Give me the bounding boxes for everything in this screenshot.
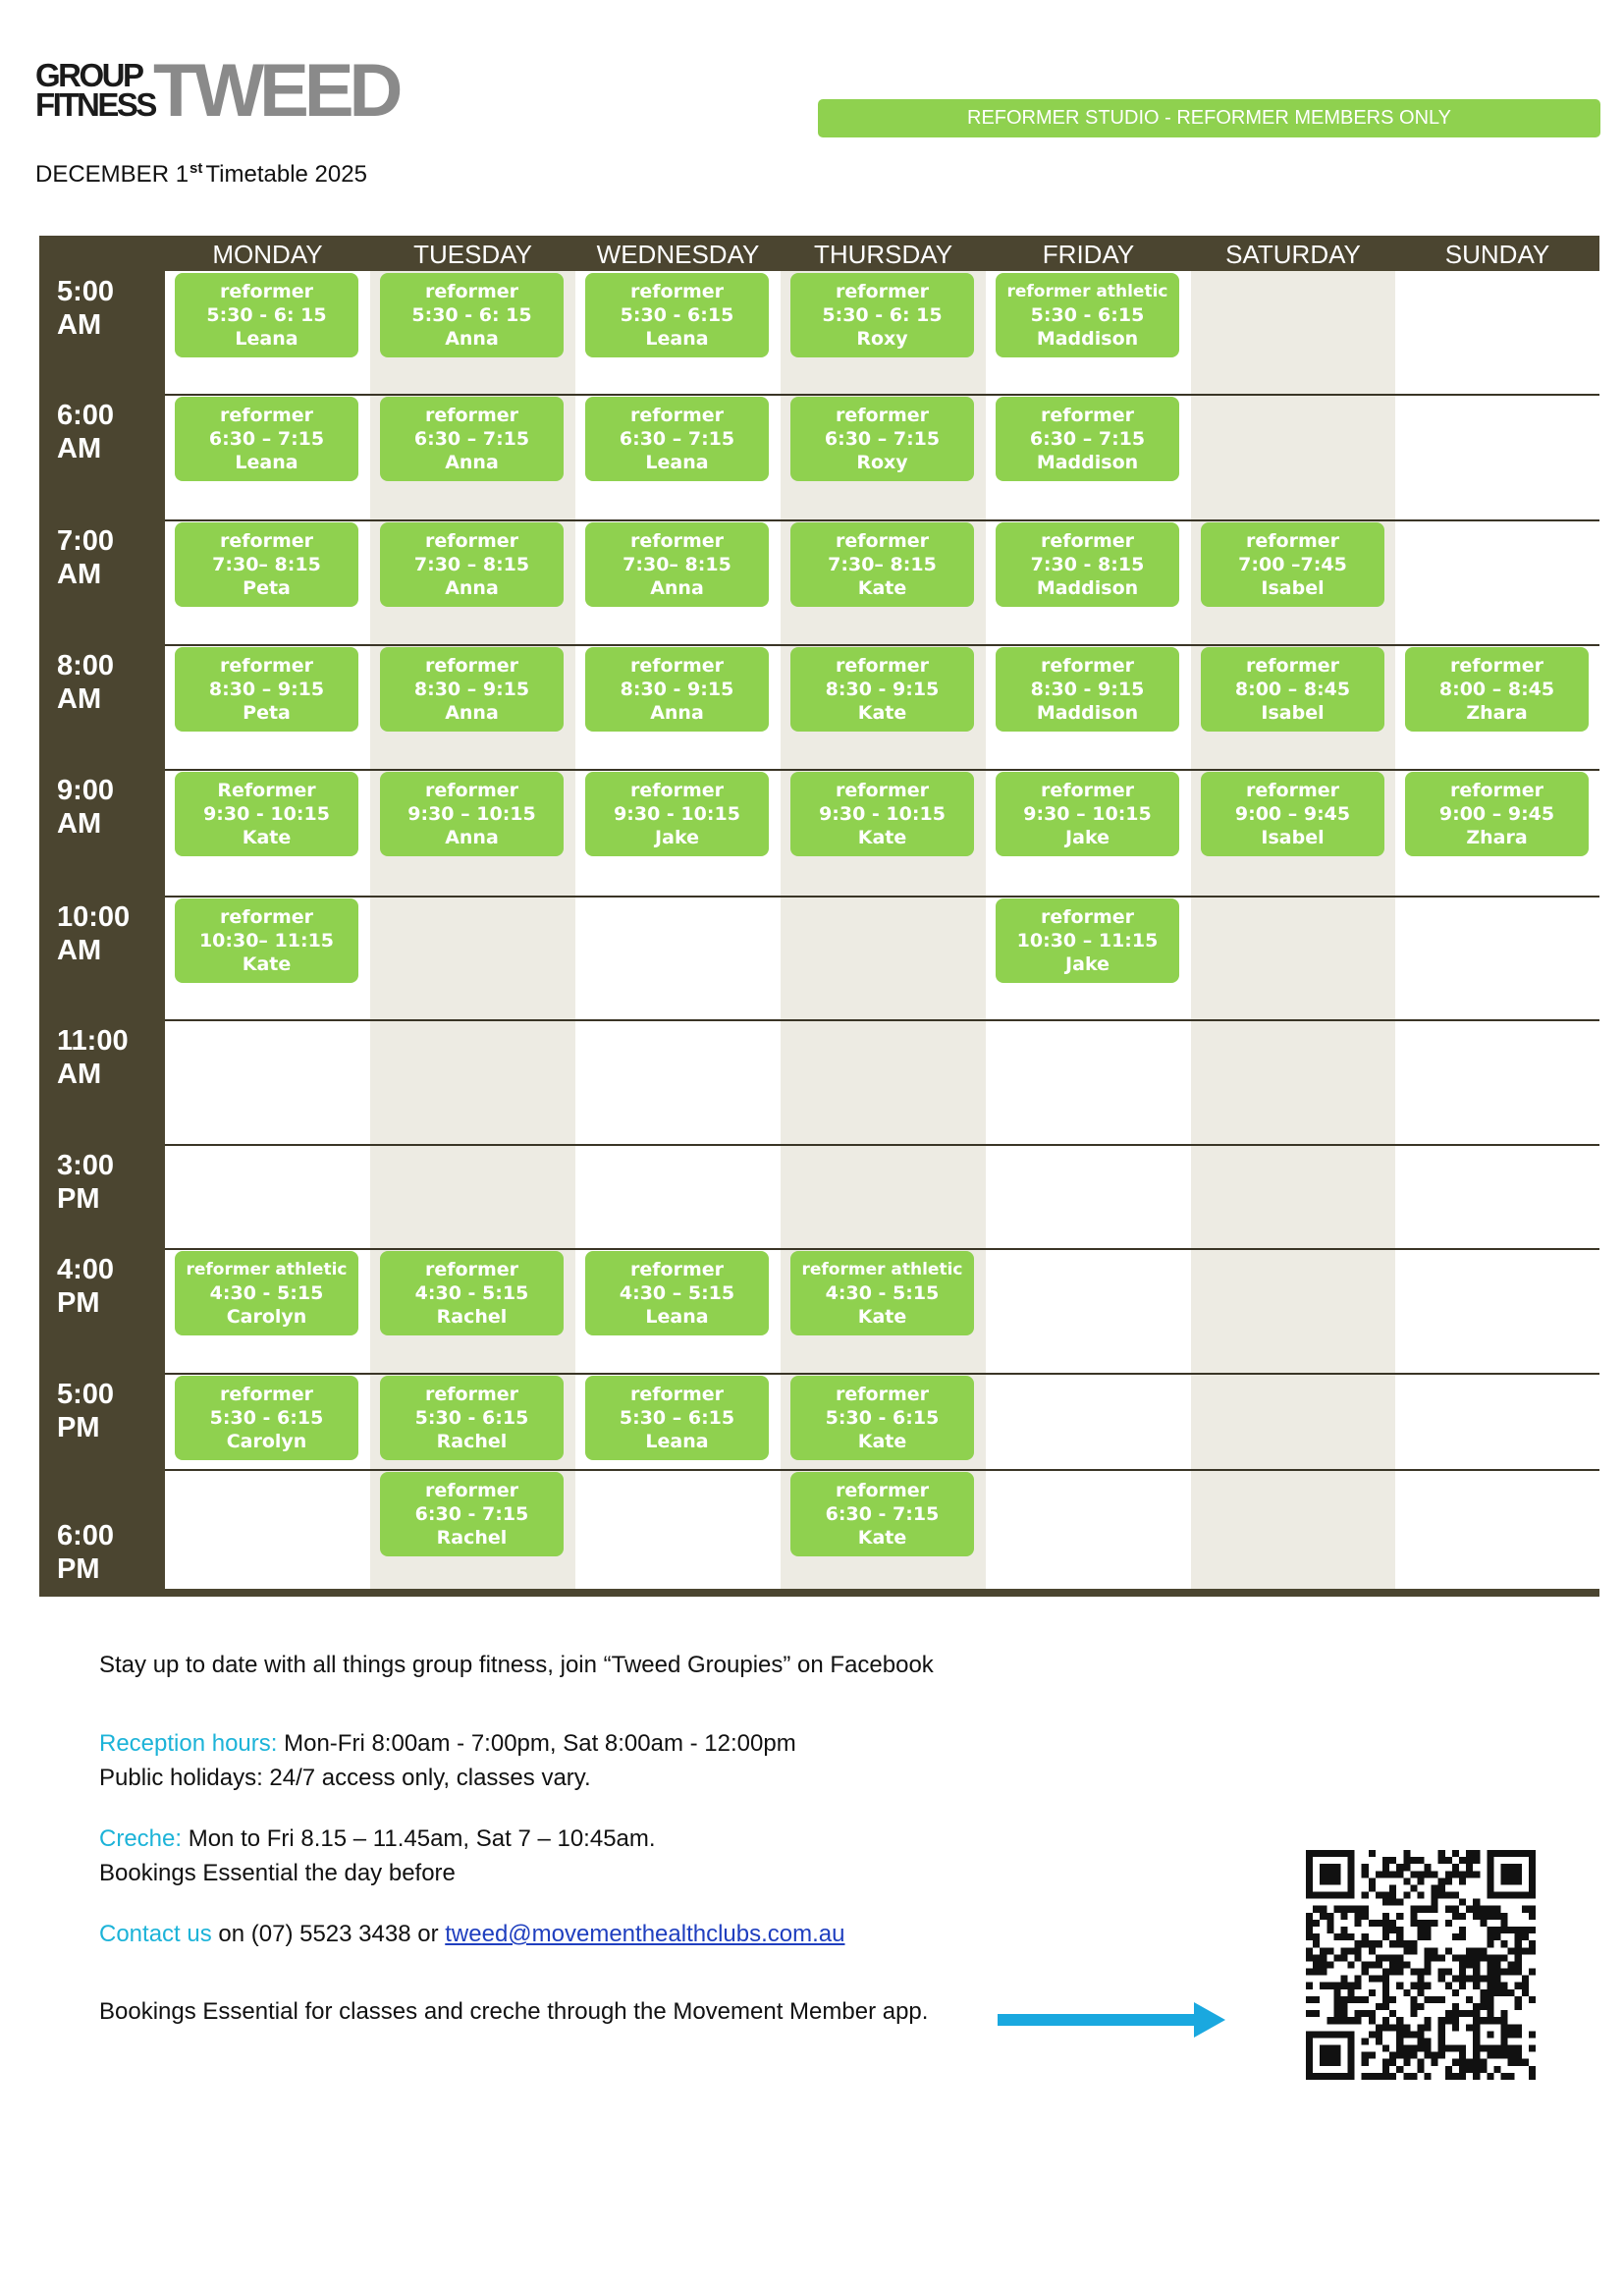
class-name: reformer	[1450, 780, 1543, 801]
class-instructor: Kate	[857, 577, 907, 599]
class-instructor: Maddison	[1036, 328, 1139, 350]
time-ampm: AM	[57, 309, 102, 341]
time-hour: 11:00	[57, 1025, 129, 1057]
time-hour: 10:00	[57, 901, 131, 933]
class-name: reformer	[425, 405, 518, 426]
class-time: 9:00 – 9:45	[1438, 803, 1555, 825]
contact-phone: on (07) 5523 3438 or	[211, 1921, 446, 1947]
class-card[interactable]	[996, 647, 1179, 732]
class-time: 4:30 - 5:15	[825, 1282, 940, 1304]
class-name: reformer	[630, 405, 724, 426]
title-rest: Timetable 2025	[205, 161, 367, 188]
class-time: 5:30 - 6:15	[620, 304, 734, 326]
class-card[interactable]	[380, 647, 564, 732]
class-time: 6:30 – 7:15	[619, 428, 735, 450]
class-card[interactable]	[790, 522, 974, 607]
time-label	[57, 1024, 129, 1091]
class-instructor: Maddison	[1036, 702, 1139, 724]
class-name: reformer	[425, 655, 518, 677]
class-name: reformer	[425, 780, 518, 801]
class-time: 8:30 - 9:15	[825, 679, 940, 700]
class-card[interactable]	[380, 397, 564, 481]
time-ampm: PM	[57, 1287, 100, 1319]
class-card[interactable]	[380, 1251, 564, 1335]
class-instructor: Leana	[645, 452, 709, 473]
class-name: reformer	[1041, 405, 1134, 426]
class-time: 5:30 - 6:15	[209, 1407, 324, 1429]
class-name: reformer	[425, 1480, 518, 1501]
class-card[interactable]	[175, 1376, 358, 1460]
class-card[interactable]	[585, 1251, 769, 1335]
class-card[interactable]	[585, 273, 769, 357]
class-card[interactable]	[1201, 647, 1384, 732]
class-card[interactable]	[1405, 647, 1589, 732]
row-divider	[165, 1469, 1599, 1471]
class-name: reformer	[836, 281, 929, 302]
class-card[interactable]	[585, 772, 769, 856]
class-card[interactable]	[1201, 772, 1384, 856]
time-ampm: PM	[57, 1553, 100, 1585]
class-time: 10:30 – 11:15	[1016, 930, 1159, 952]
class-card[interactable]	[380, 273, 564, 357]
class-name: reformer	[836, 780, 929, 801]
class-time: 5:30 - 6:15	[825, 1407, 940, 1429]
class-name: reformer	[1246, 530, 1339, 552]
class-card[interactable]	[380, 522, 564, 607]
class-time: 10:30– 11:15	[198, 930, 335, 952]
class-card[interactable]	[585, 647, 769, 732]
class-card[interactable]	[175, 772, 358, 856]
class-card[interactable]	[175, 1251, 358, 1335]
day-header: FRIDAY	[1042, 240, 1135, 269]
class-instructor: Kate	[857, 1527, 907, 1549]
class-name: reformer	[220, 405, 313, 426]
class-time: 5:30 – 6:15	[619, 1407, 735, 1429]
class-name: reformer	[1041, 655, 1134, 677]
class-name: reformer	[1041, 906, 1134, 928]
time-hour: 6:00	[57, 1520, 115, 1551]
class-time: 7:30 - 8:15	[1030, 554, 1145, 575]
day-header: SUNDAY	[1444, 240, 1550, 269]
class-name: reformer	[630, 1384, 724, 1405]
logo-group-text: GROUP	[35, 57, 142, 93]
time-ampm: AM	[57, 559, 102, 590]
day-column	[1191, 271, 1395, 1589]
day-header: THURSDAY	[813, 240, 953, 269]
class-time: 7:30– 8:15	[212, 554, 321, 575]
class-time: 6:30 - 7:15	[825, 1503, 940, 1525]
public-holidays: Public holidays: 24/7 access only, classes vary.	[99, 1765, 591, 1791]
class-card[interactable]	[380, 1376, 564, 1460]
class-time: 4:30 - 5:15	[209, 1282, 324, 1304]
class-card[interactable]	[790, 397, 974, 481]
row-divider	[165, 1019, 1599, 1021]
time-hour: 6:00	[57, 400, 115, 431]
creche-value: Mon to Fri 8.15 – 11.45am, Sat 7 – 10:45am.	[182, 1825, 656, 1852]
time-ampm: AM	[57, 935, 102, 966]
row-divider	[165, 1144, 1599, 1146]
class-instructor: Leana	[645, 1306, 709, 1328]
class-instructor: Kate	[857, 1431, 907, 1452]
time-ampm: PM	[57, 1412, 100, 1443]
class-name: reformer	[1041, 780, 1134, 801]
class-instructor: Carolyn	[226, 1431, 307, 1452]
class-name: reformer	[220, 906, 313, 928]
class-time: 4:30 – 5:15	[619, 1282, 735, 1304]
class-time: 6:30 – 7:15	[208, 428, 325, 450]
class-card[interactable]	[175, 522, 358, 607]
class-time: 7:30– 8:15	[623, 554, 731, 575]
class-time: 9:30 - 10:15	[614, 803, 740, 825]
class-instructor: Zhara	[1466, 702, 1528, 724]
time-ampm: AM	[57, 433, 102, 464]
class-card[interactable]	[380, 1472, 564, 1556]
class-name: reformer	[630, 530, 724, 552]
class-name: reformer	[220, 1384, 313, 1405]
class-instructor: Rachel	[436, 1431, 508, 1452]
row-divider	[165, 519, 1599, 521]
row-divider	[165, 1373, 1599, 1375]
class-card[interactable]	[585, 1376, 769, 1460]
time-label	[57, 649, 114, 716]
timetable	[39, 236, 1599, 1597]
class-time: 8:00 – 8:45	[1234, 679, 1351, 700]
class-instructor: Leana	[645, 1431, 709, 1452]
class-name: reformer athletic	[186, 1260, 348, 1279]
class-time: 6:30 – 7:15	[1029, 428, 1146, 450]
logo-tweed: TWEED	[153, 49, 399, 133]
class-time: 5:30 - 6: 15	[822, 304, 943, 326]
class-name: reformer	[425, 281, 518, 302]
class-instructor: Maddison	[1036, 452, 1139, 473]
class-instructor: Kate	[857, 1306, 907, 1328]
class-time: 8:30 - 9:15	[1030, 679, 1145, 700]
class-name: reformer	[836, 1480, 929, 1501]
class-name: reformer	[425, 530, 518, 552]
class-name: reformer	[425, 1259, 518, 1280]
class-name: reformer	[836, 1384, 929, 1405]
row-divider	[165, 769, 1599, 771]
studio-banner: REFORMER STUDIO - REFORMER MEMBERS ONLY	[818, 99, 1600, 137]
time-label	[57, 900, 130, 967]
time-ampm: AM	[57, 683, 102, 715]
class-card[interactable]	[585, 522, 769, 607]
class-card[interactable]	[175, 273, 358, 357]
title-month: DECEMBER 1	[35, 161, 189, 188]
time-label	[57, 1253, 114, 1320]
time-ampm: AM	[57, 1059, 102, 1090]
creche-label: Creche:	[99, 1825, 183, 1852]
class-instructor: Isabel	[1261, 827, 1325, 848]
class-time: 5:30 - 6:15	[1030, 304, 1145, 326]
class-card[interactable]	[1405, 772, 1589, 856]
class-card[interactable]	[996, 898, 1179, 983]
time-hour: 5:00	[57, 1379, 115, 1410]
class-time: 9:30 - 10:15	[819, 803, 946, 825]
class-instructor: Kate	[857, 702, 907, 724]
class-instructor: Anna	[445, 702, 499, 724]
day-column	[1395, 271, 1599, 1589]
class-time: 8:00 – 8:45	[1438, 679, 1555, 700]
class-instructor: Jake	[655, 827, 699, 848]
time-label	[57, 1519, 114, 1586]
class-name: reformer	[836, 405, 929, 426]
class-card[interactable]	[996, 772, 1179, 856]
email-link[interactable]: tweed@movementhealthclubs.com.au	[445, 1921, 845, 1947]
class-instructor: Kate	[857, 827, 907, 848]
class-instructor: Anna	[445, 452, 499, 473]
time-label	[57, 399, 114, 465]
class-name: reformer	[836, 655, 929, 677]
class-name: reformer athletic	[801, 1260, 963, 1279]
class-instructor: Isabel	[1261, 577, 1325, 599]
class-name: reformer	[630, 655, 724, 677]
time-label	[57, 774, 114, 841]
row-divider	[165, 896, 1599, 898]
class-name: reformer	[1246, 655, 1339, 677]
class-card[interactable]	[790, 1472, 974, 1556]
class-name: reformer	[630, 780, 724, 801]
time-hour: 5:00	[57, 276, 115, 307]
time-hour: 8:00	[57, 650, 115, 681]
class-instructor: Carolyn	[226, 1306, 307, 1328]
qr-code-icon[interactable]	[1306, 1850, 1536, 2080]
page-title	[35, 160, 367, 189]
class-name: Reformer	[217, 780, 316, 801]
time-ampm: PM	[57, 1183, 100, 1215]
class-instructor: Jake	[1065, 827, 1110, 848]
class-card[interactable]	[790, 772, 974, 856]
time-hour: 9:00	[57, 775, 115, 806]
class-time: 7:00 –7:45	[1238, 554, 1347, 575]
reception-hours	[99, 1728, 796, 1760]
class-instructor: Zhara	[1466, 827, 1528, 848]
day-header: SATURDAY	[1225, 240, 1361, 269]
class-name: reformer	[1450, 655, 1543, 677]
creche-hours	[99, 1823, 656, 1855]
time-hour: 3:00	[57, 1150, 115, 1181]
time-label	[57, 524, 114, 591]
class-card[interactable]	[996, 522, 1179, 607]
reception-value: Mon-Fri 8:00am - 7:00pm, Sat 8:00am - 12:00pm	[277, 1730, 796, 1757]
class-card[interactable]	[790, 273, 974, 357]
class-card[interactable]	[175, 647, 358, 732]
class-time: 5:30 - 6: 15	[206, 304, 327, 326]
class-time: 8:30 – 9:15	[208, 679, 325, 700]
facebook-note: Stay up to date with all things group fitness, join “Tweed Groupies” on Facebook	[99, 1652, 934, 1678]
class-card[interactable]	[996, 397, 1179, 481]
class-card[interactable]	[790, 1376, 974, 1460]
class-time: 9:30 – 10:15	[1023, 803, 1152, 825]
contact-label: Contact us	[99, 1921, 212, 1947]
creche-note: Bookings Essential the day before	[99, 1860, 456, 1886]
bookings-note: Bookings Essential for classes and creche through the Movement Member app.	[99, 1998, 929, 2025]
time-hour: 4:00	[57, 1254, 115, 1285]
day-header: TUESDAY	[413, 240, 532, 269]
class-name: reformer	[1041, 530, 1134, 552]
logo-group-fitness	[35, 57, 155, 123]
row-divider	[165, 644, 1599, 646]
class-instructor: Peta	[243, 577, 291, 599]
arrow-right-icon	[998, 2002, 1225, 2038]
class-time: 7:30 – 8:15	[413, 554, 530, 575]
class-instructor: Peta	[243, 702, 291, 724]
class-card[interactable]	[790, 1251, 974, 1335]
class-instructor: Leana	[645, 328, 709, 350]
logo-fitness-text: FITNESS	[35, 86, 155, 123]
time-ampm: AM	[57, 808, 102, 840]
time-hour: 7:00	[57, 525, 115, 557]
class-time: 9:30 – 10:15	[407, 803, 536, 825]
class-time: 6:30 - 7:15	[414, 1503, 529, 1525]
class-instructor: Anna	[650, 577, 704, 599]
class-time: 9:00 – 9:45	[1234, 803, 1351, 825]
class-instructor: Anna	[445, 577, 499, 599]
class-time: 9:30 - 10:15	[203, 803, 330, 825]
class-instructor: Anna	[445, 827, 499, 848]
title-suffix: st	[189, 160, 203, 177]
class-instructor: Rachel	[436, 1306, 508, 1328]
class-instructor: Leana	[235, 452, 298, 473]
row-divider	[165, 394, 1599, 396]
class-instructor: Roxy	[856, 328, 908, 350]
class-instructor: Isabel	[1261, 702, 1325, 724]
class-instructor: Kate	[242, 953, 292, 975]
day-header: WEDNESDAY	[596, 240, 760, 269]
class-time: 8:30 - 9:15	[620, 679, 734, 700]
class-name: reformer	[220, 530, 313, 552]
class-time: 4:30 - 5:15	[414, 1282, 529, 1304]
class-card[interactable]	[175, 898, 358, 983]
class-name: reformer	[220, 281, 313, 302]
class-name: reformer	[836, 530, 929, 552]
class-instructor: Rachel	[436, 1527, 508, 1549]
reception-label: Reception hours:	[99, 1730, 278, 1757]
time-label	[57, 275, 114, 342]
class-card[interactable]	[1201, 522, 1384, 607]
class-instructor: Kate	[242, 827, 292, 848]
class-card[interactable]	[380, 772, 564, 856]
class-card[interactable]	[175, 397, 358, 481]
class-card[interactable]	[585, 397, 769, 481]
class-name: reformer	[1246, 780, 1339, 801]
class-name: reformer	[630, 1259, 724, 1280]
class-instructor: Leana	[235, 328, 298, 350]
class-instructor: Anna	[650, 702, 704, 724]
class-name: reformer	[630, 281, 724, 302]
class-time: 6:30 – 7:15	[413, 428, 530, 450]
class-card[interactable]	[996, 273, 1179, 357]
time-label	[57, 1149, 114, 1216]
row-divider	[165, 1248, 1599, 1250]
class-instructor: Maddison	[1036, 577, 1139, 599]
class-time: 7:30– 8:15	[828, 554, 937, 575]
day-header: MONDAY	[212, 240, 323, 269]
class-time: 5:30 - 6: 15	[411, 304, 532, 326]
class-time: 6:30 – 7:15	[824, 428, 941, 450]
class-time: 8:30 – 9:15	[413, 679, 530, 700]
class-time: 5:30 - 6:15	[414, 1407, 529, 1429]
class-instructor: Jake	[1065, 953, 1110, 975]
class-card[interactable]	[790, 647, 974, 732]
class-instructor: Roxy	[856, 452, 908, 473]
class-name: reformer	[425, 1384, 518, 1405]
contact-line	[99, 1919, 845, 1950]
class-name: reformer athletic	[1006, 282, 1168, 301]
time-label	[57, 1378, 114, 1444]
class-instructor: Anna	[445, 328, 499, 350]
class-name: reformer	[220, 655, 313, 677]
